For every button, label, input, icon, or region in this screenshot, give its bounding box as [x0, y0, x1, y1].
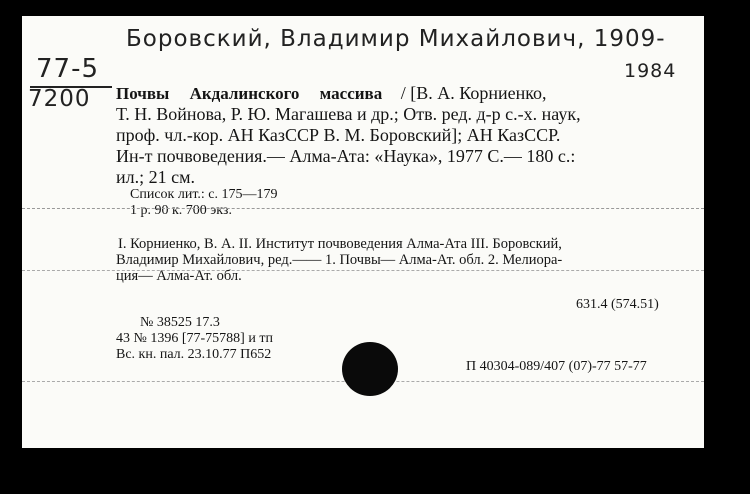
tracings-line-1: I. Корниенко, В. А. II. Институт почвоведения Алма-Ата III. Боровский,: [118, 236, 562, 252]
handwritten-death-year: 1984: [624, 60, 677, 82]
handwritten-number: 7200: [28, 86, 91, 112]
classification-index: 631.4 (574.51): [576, 297, 659, 312]
bibliography-note: Список лит.: с. 175—179: [130, 187, 278, 202]
price-note: 1 р. 90 к. 700 экз.: [130, 203, 232, 218]
card-number: № 38525 17.3: [140, 315, 220, 330]
handwritten-shelf-code: 77-5: [36, 54, 100, 84]
book-title: Почвы Акдалинского массива: [116, 84, 383, 103]
dotted-line-1: [22, 208, 704, 209]
description-line-5: ил.; 21 см.: [116, 167, 195, 187]
tracings-line-3: ция— Алма-Ат. обл.: [116, 268, 242, 284]
handwritten-author-heading: Боровский, Владимир Михайлович, 1909-: [126, 26, 666, 52]
responsibility-start: / [В. А. Корниенко,: [400, 83, 547, 103]
catalog-card: [22, 16, 704, 448]
description-line-2: Т. Н. Войнова, Р. Ю. Магашева и др.; Отв. ред. д-р с.-х. наук,: [116, 104, 581, 124]
publisher-code: П 40304-089/407 (07)-77 57-77: [466, 359, 647, 374]
description-line-4: Ин-т почвоведения.— Алма-Ата: «Наука», 1977 С.— 180 с.:: [116, 146, 576, 166]
order-number: 43 № 1396 [77-75788] и тп: [116, 331, 273, 346]
punch-hole: [342, 342, 398, 396]
title-line: [116, 83, 676, 104]
description-line-3: проф. чл.-кор. АН КазССР В. М. Боровский]; АН КазССР.: [116, 125, 561, 145]
tracings-line-2: Владимир Михайлович, ред.—— 1. Почвы— Алма-Ат. обл. 2. Мелиора-: [116, 252, 563, 268]
book-chamber-record: Вс. кн. пал. 23.10.77 П652: [116, 347, 272, 362]
